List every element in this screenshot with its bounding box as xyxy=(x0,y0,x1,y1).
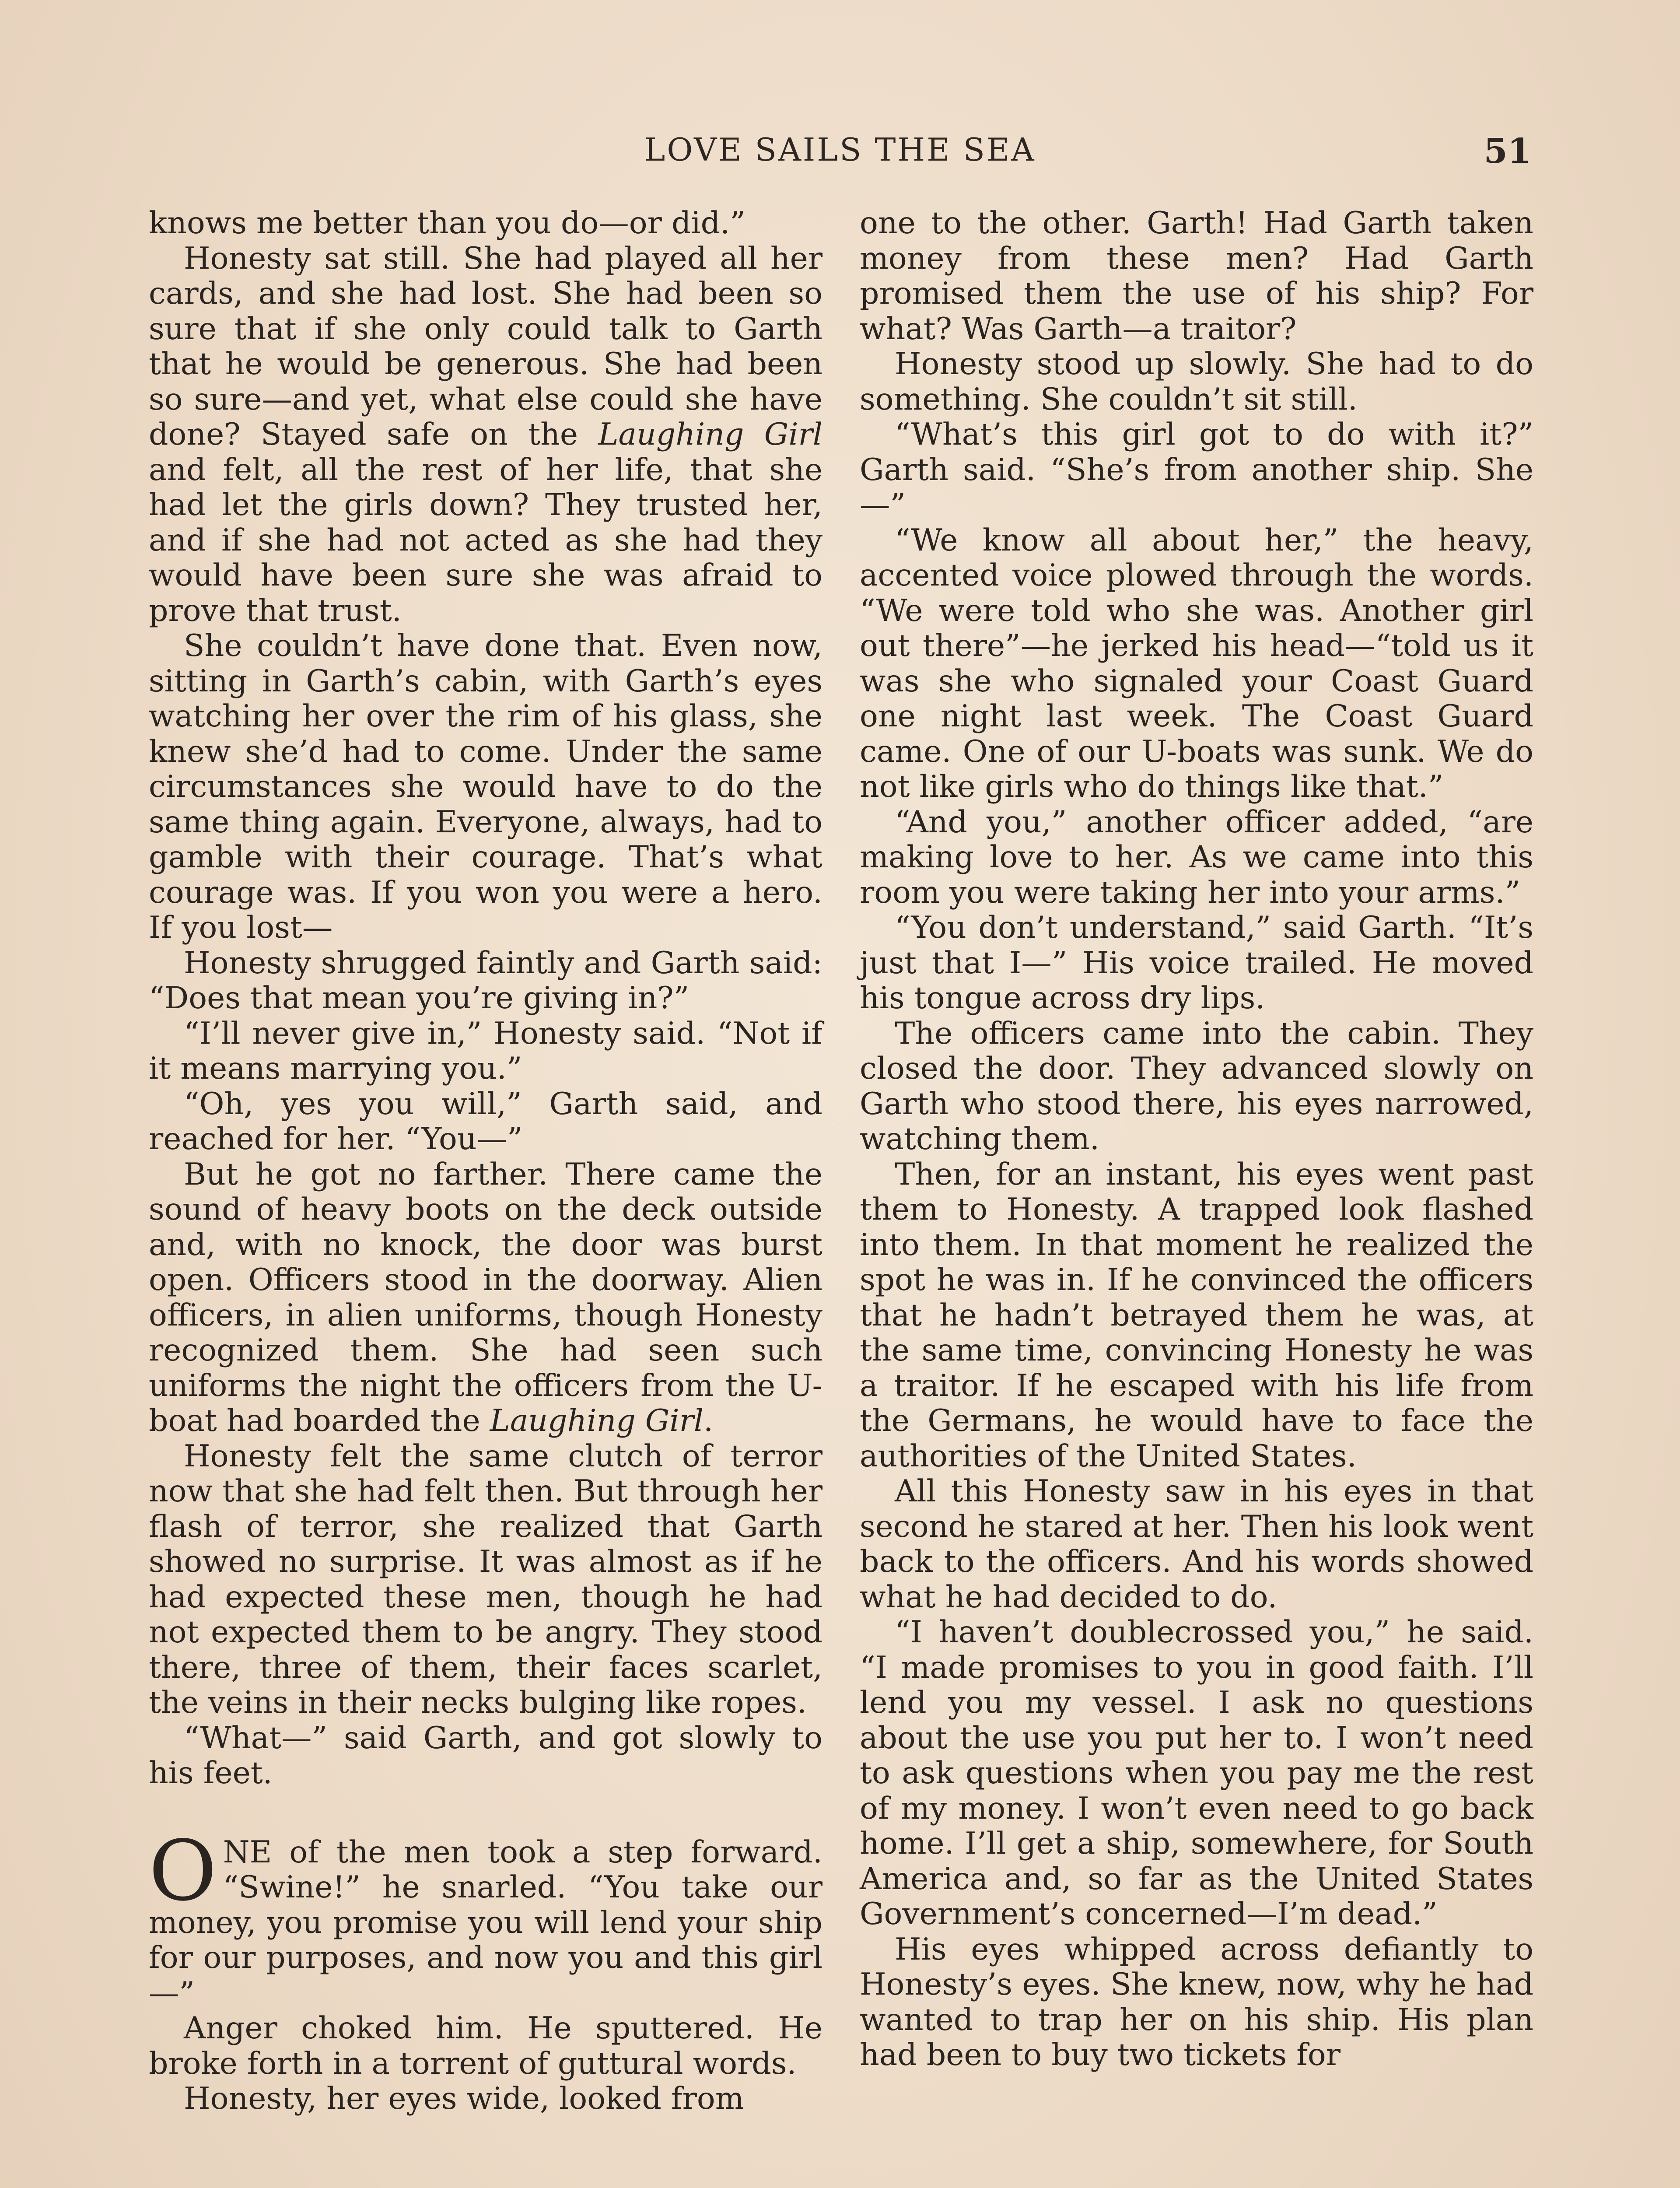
paragraph: Anger choked him. He sputtered. He broke forth in a torrent of guttural words. xyxy=(149,2010,822,2081)
dropcap-text: NE of the men took a step forward. “Swine!” he snarled. “You take our money, you promise you will lend your ship for our purposes, and now you and this girl—” xyxy=(149,1834,822,2011)
dropcap-paragraph xyxy=(149,1822,822,2011)
paragraph: Honesty stood up slowly. She had to do something. She couldn’t sit still. xyxy=(860,346,1533,417)
paragraph: All this Honesty saw in his eyes in that second he stared at her. Then his look went back to the officers. And his words showed what he had decided to do. xyxy=(860,1473,1533,1615)
paragraph: “You don’t understand,” said Garth. “It’s just that I—” His voice trailed. He moved his tongue across dry lips. xyxy=(860,910,1533,1016)
page-number: 51 xyxy=(1484,131,1531,171)
paragraph: But he got no farther. There came the sound of heavy boots on the deck outside and, with no knock, the door was burst open. Officers stood in the doorway. Alien officers, in alien uniforms, though Honesty recognized them. She had seen such uniforms the night the officers from the U-boat had boarded the Laughing Girl. xyxy=(149,1156,822,1438)
paragraph: Honesty felt the same clutch of terror now that she had felt then. But through her flash of terror, she realized that Garth showed no surprise. It was almost as if he had expected these men, though he had not expected them to be angry. They stood there, three of them, their faces scarlet, the veins in their necks bulging like ropes. xyxy=(149,1438,822,1720)
paragraph: one to the other. Garth! Had Garth taken money from these men? Had Garth promised them the use of his ship? For what? Was Garth—a traitor? xyxy=(860,205,1533,347)
page-header xyxy=(149,131,1531,179)
paragraph: “And you,” another officer added, “are making love to her. As we came into this room you were taking her into your arms.” xyxy=(860,804,1533,910)
left-column xyxy=(149,206,822,2117)
paragraph: His eyes whipped across defiantly to Honesty’s eyes. She knew, now, why he had wanted to trap her on his ship. His plan had been to buy two tickets for xyxy=(860,1931,1533,2072)
ship-name: Laughing Girl xyxy=(490,1403,704,1438)
paragraph: “Oh, yes you will,” Garth said, and reached for her. “You—” xyxy=(149,1086,822,1157)
paragraph: knows me better than you do—or did.” xyxy=(149,205,746,241)
running-title: LOVE SAILS THE SEA xyxy=(644,131,1036,168)
drop-cap: O xyxy=(149,1822,217,1919)
paragraph: “I’ll never give in,” Honesty said. “Not if it means marrying you.” xyxy=(149,1015,822,1086)
right-column xyxy=(860,206,1533,2073)
paragraph: Honesty, her eyes wide, looked from xyxy=(184,2081,744,2116)
paragraph: She couldn’t have done that. Even now, sitting in Garth’s cabin, with Garth’s eyes watching her over the rim of his glass, she knew she’d had to come. Under the same circumstances she would have to do the same thing again. Everyone, always, had to gamble with their courage. That’s what courage was. If you won you were a hero. If you lost— xyxy=(149,628,822,945)
paragraph: Honesty sat still. She had played all her cards, and she had lost. She had been so sure that if she only could talk to Garth that he would be generous. She had been so sure—and yet, what else could she have done? Stayed safe on the Laughing Girl and felt, all the rest of her life, that she had let the girls down? They trusted her, and if she had not acted as she had they would have been sure she was afraid to prove that trust. xyxy=(149,240,822,628)
paragraph: The officers came into the cabin. They closed the door. They advanced slowly on Garth who stood there, his eyes narrowed, watching them. xyxy=(860,1015,1533,1157)
paragraph: Honesty shrugged faintly and Garth said: “Does that mean you’re giving in?” xyxy=(149,945,822,1016)
paragraph: “We know all about her,” the heavy, accented voice plowed through the words. “We were told who she was. Another girl out there”—he jerked his head—“told us it was she who signaled your Coast Guard one night last week. The Coast Guard came. One of our U-boats was sunk. We do not like girls who do things like that.” xyxy=(860,522,1533,804)
ship-name: Laughing Girl xyxy=(598,417,822,452)
paragraph: “What’s this girl got to do with it?” Garth said. “She’s from another ship. She—” xyxy=(860,417,1533,522)
paragraph: Then, for an instant, his eyes went past them to Honesty. A trapped look flashed into them. In that moment he realized the spot he was in. If he convinced the officers that he hadn’t betrayed them he was, at the same time, convincing Honesty he was a traitor. If he escaped with his life from the Germans, he would have to face the authorities of the United States. xyxy=(860,1156,1533,1474)
paragraph: “What—” said Garth, and got slowly to his feet. xyxy=(149,1720,822,1791)
paragraph: “I haven’t doublecrossed you,” he said. “I made promises to you in good faith. I’ll lend you my vessel. I ask no questions about the use you put her to. I won’t need to ask questions when you pay me the rest of my money. I won’t even need to go back home. I’ll get a ship, somewhere, for South America and, so far as the United States Government’s concerned—I’m dead.” xyxy=(860,1614,1533,1932)
